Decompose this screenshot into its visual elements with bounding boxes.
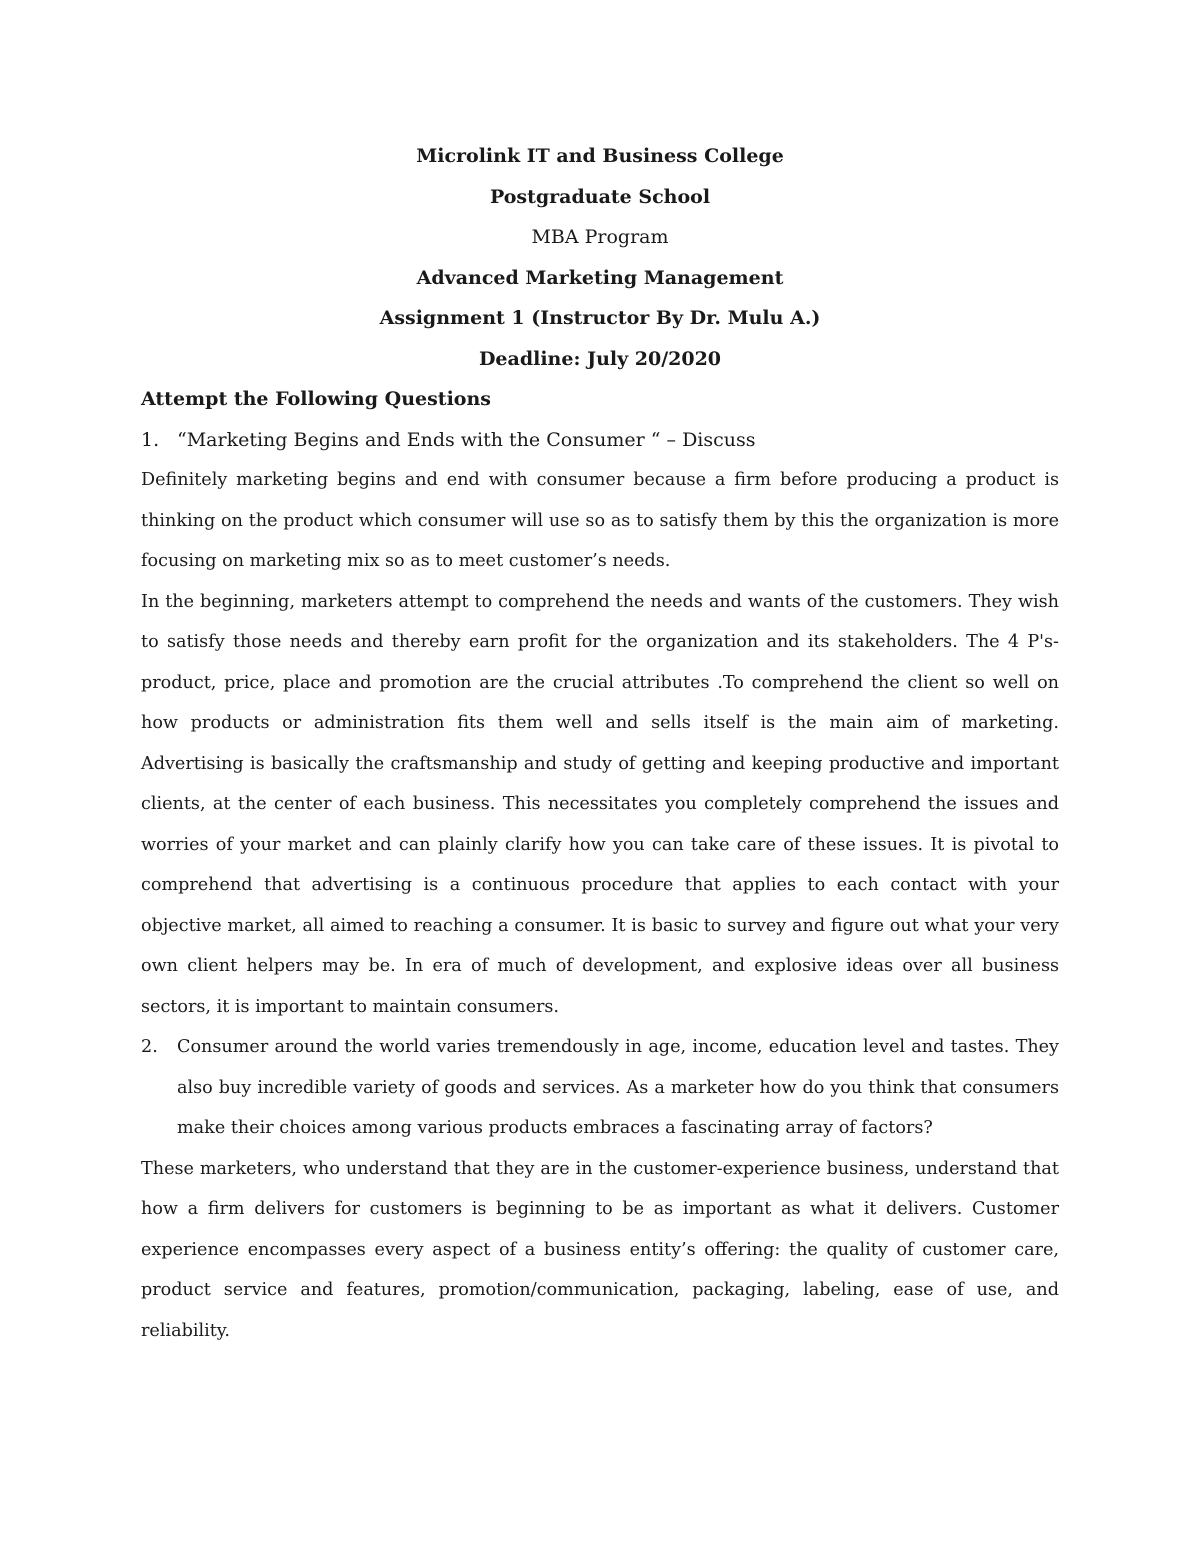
question-2 [141,1027,1059,1149]
document-page [141,136,1059,1351]
deadline: Deadline: July 20/2020 [478,347,722,370]
program-name: MBA Program [531,226,669,248]
answer-1-paragraph-1: Definitely marketing begins and end with consumer because a firm before producing a product is thinking on the product which consumer will use so as to satisfy them by this the organization is more focusing on marketing mix so as to meet customer’s needs. [141,470,1059,571]
school-name: Postgraduate School [489,185,711,208]
answer-2-paragraph-1: These marketers, who understand that they are in the customer-experience business, understand that how a firm delivers for customers is beginning to be as important as what it delivers. Customer experience encompasses every aspect of a business entity’s offering: the quality of customer care, product service and features, promotion/communication, packaging, labeling, ease of use, and reliability. [141,1158,1059,1341]
question-1 [141,420,1059,461]
answer-1-paragraph-2: In the beginning, marketers attempt to comprehend the needs and wants of the customers. They wish to satisfy those needs and thereby earn profit for the organization and its stakeholders. The 4 P's- product, price, place and promotion are the crucial attributes .To comprehend the client so well on how products or administration fits them well and sells itself is the main aim of marketing. Advertising is basically the craftsmanship and study of getting and keeping productive and important clients, at the center of each business. This necessitates you completely comprehend the issues and worries of your market and can plainly clarify how you can take care of these issues. It is pivotal to comprehend that advertising is a continuous procedure that applies to each contact with your objective market, all aimed to reaching a consumer. It is basic to survey and figure out what your very own client helpers may be. In era of much of development, and explosive ideas over all business sectors, it is important to maintain consumers. [141,591,1059,1017]
question-1-text: “Marketing Begins and Ends with the Consumer “ – Discuss [177,428,756,451]
assignment-title: Assignment 1 (Instructor By Dr. Mulu A.) [379,307,821,329]
instructions-heading: Attempt the Following Questions [141,388,491,410]
question-2-text: Consumer around the world varies tremendously in age, income, education level and tastes. They also buy incredible variety of goods and services. As a marketer how do you think that consumers make their choices among various products embraces a fascinating array of factors? [177,1037,1059,1138]
question-1-number: 1. [141,428,160,451]
course-title: Advanced Marketing Management [416,266,784,289]
college-name: Microlink IT and Business College [416,145,784,167]
question-2-number: 2. [141,1037,158,1057]
